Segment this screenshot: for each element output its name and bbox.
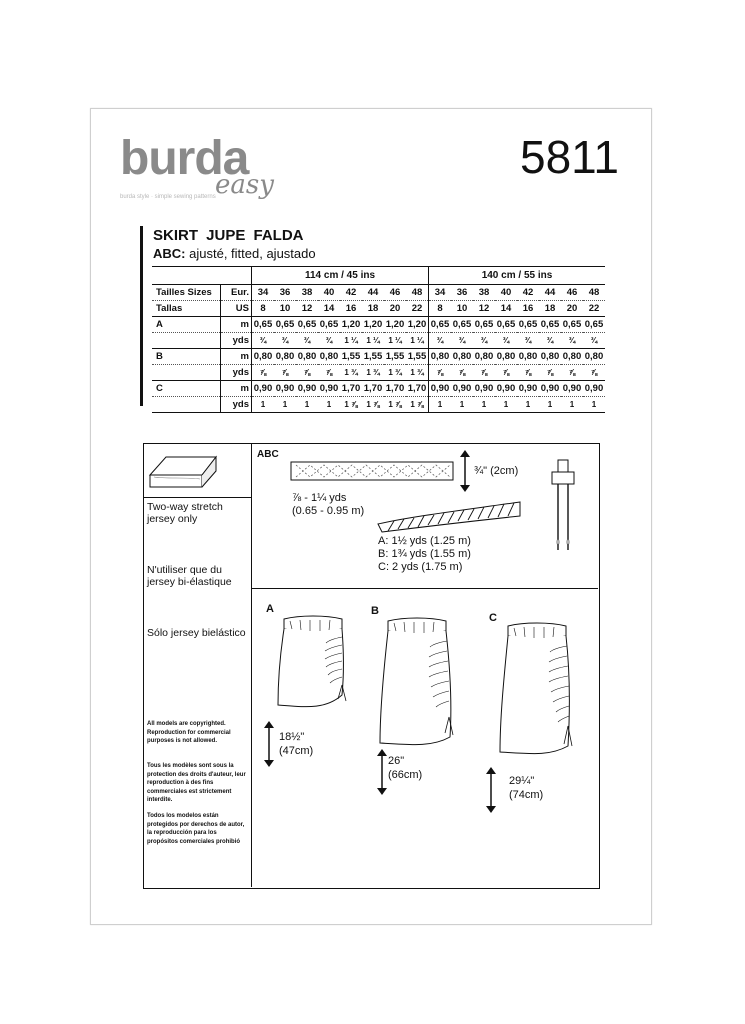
fabric-amount: 0,80: [296, 349, 318, 365]
fabric-amount: 0,65: [583, 317, 605, 333]
fabric-amount: 0,80: [583, 349, 605, 365]
length-a-cm: (47cm): [279, 745, 314, 757]
fabric-amount: 1 ¾: [340, 365, 362, 381]
fabric-amount: 1 ⅞: [340, 397, 362, 413]
fabric-amount: ⅞: [451, 365, 473, 381]
width-arrow-icon: [458, 449, 472, 493]
fabric-amount: 1: [495, 397, 517, 413]
elastic-tape-icon: [290, 460, 455, 484]
fabric-row: [152, 381, 605, 397]
tape-length-m: (0.65 - 0.95 m): [292, 505, 365, 517]
fabric-amount: 0,80: [473, 349, 495, 365]
fabric-amount: ⅞: [561, 365, 583, 381]
copyright-fr: Tous les modèles sont sous la protection des droits d'auteur, leur reproduction à des fins commerciales est strictement interdite.: [147, 763, 246, 803]
cord-length-b: B: 1¾ yds (1.55 m): [378, 548, 471, 560]
fabric-amount: 1 ¾: [362, 365, 384, 381]
fabric-amount: ¾: [252, 333, 275, 349]
notions-label: ABC: [257, 449, 279, 460]
fabric-amount: ¾: [495, 333, 517, 349]
fabric-amount: 1: [318, 397, 340, 413]
fabric-amount: 0,65: [252, 317, 275, 333]
fabric-amount: 1 ¼: [362, 333, 384, 349]
fabric-amount: 0,80: [274, 349, 296, 365]
garment-title: SKIRT JUPE FALDA: [153, 227, 304, 244]
length-a-in: 18½": [279, 731, 305, 743]
brand-logo: burda: [120, 132, 249, 185]
fabric-amount: 1 ¼: [406, 333, 429, 349]
fabric-amount: 1 ¾: [406, 365, 429, 381]
fabric-row: [152, 349, 605, 365]
unit-label: yds: [221, 333, 252, 349]
fabric-amount: ¾: [561, 333, 583, 349]
view-letter-c: C: [489, 612, 497, 624]
title-bar: [140, 226, 143, 406]
view-label: [152, 365, 221, 381]
view-label: A: [152, 317, 221, 333]
views-subtitle: ABC: ajusté, fitted, ajustado: [153, 246, 316, 261]
cord-icon: [374, 498, 524, 534]
fabric-amount: 1 ¾: [384, 365, 406, 381]
fabric-amount: 0,90: [429, 381, 452, 397]
unit-label: m: [221, 349, 252, 365]
fabric-note-fr: N'utiliser que du jersey bi-élastique: [147, 564, 232, 588]
fabric-amount: 1,20: [362, 317, 384, 333]
fabric-amount: 0,90: [495, 381, 517, 397]
fabric-amount: 0,90: [539, 381, 561, 397]
fabric-amount: 0,80: [495, 349, 517, 365]
fabric-amount: ⅞: [274, 365, 296, 381]
view-label: [152, 397, 221, 413]
length-c-cm: (74cm): [509, 789, 544, 801]
fabric-amount: 1: [583, 397, 605, 413]
fabric-amount: 0,65: [274, 317, 296, 333]
fabric-amount: ¾: [517, 333, 539, 349]
fabric-amount: 1,20: [406, 317, 429, 333]
fabric-rows: [152, 317, 605, 413]
divider: [252, 588, 598, 589]
fabric-amount: 0,90: [274, 381, 296, 397]
unit-label: m: [221, 381, 252, 397]
fabric-amount: 1,70: [362, 381, 384, 397]
view-label: B: [152, 349, 221, 365]
fabric-amount: 1,20: [384, 317, 406, 333]
fabric-amount: 1,55: [340, 349, 362, 365]
fabric-amount: 0,65: [495, 317, 517, 333]
fabric-amount: 0,65: [561, 317, 583, 333]
pattern-number: 5811: [520, 131, 619, 183]
skirt-view-a: [270, 615, 360, 715]
length-arrow-a: [262, 720, 276, 768]
fabric-row: [152, 365, 605, 381]
length-c-in: 29¼": [509, 775, 535, 787]
unit-label: m: [221, 317, 252, 333]
fabric-amount: ⅞: [473, 365, 495, 381]
fabric-amount: ⅞: [517, 365, 539, 381]
fabric-note-es: Sólo jersey bielástico: [147, 627, 246, 639]
us-label: US: [221, 301, 252, 317]
fabric-amount: 0,90: [583, 381, 605, 397]
fabric-amount: ¾: [296, 333, 318, 349]
length-b-cm: (66cm): [388, 769, 423, 781]
fabric-bolt-icon: [146, 449, 218, 491]
fabric-amount: 0,65: [318, 317, 340, 333]
fabric-amount: ⅞: [495, 365, 517, 381]
fabric-amount: 1 ¼: [340, 333, 362, 349]
fabric-amount: 1 ⅞: [406, 397, 429, 413]
size-label: Tailles Sizes: [152, 285, 221, 301]
fabric-amount: 0,80: [318, 349, 340, 365]
fabric-amount: 0,65: [517, 317, 539, 333]
length-b-in: 26": [388, 755, 405, 767]
fabric-amount: 0,90: [473, 381, 495, 397]
width-140-header: 140 cm / 55 ins: [429, 267, 606, 285]
fabric-amount: 0,90: [561, 381, 583, 397]
fabric-amount: ¾: [583, 333, 605, 349]
fabric-amount: ¾: [473, 333, 495, 349]
twin-needle-icon: [548, 458, 578, 558]
fabric-amount: 1: [561, 397, 583, 413]
fabric-row: [152, 333, 605, 349]
fabric-amount: 0,90: [318, 381, 340, 397]
fabric-amount: 1 ⅞: [362, 397, 384, 413]
fabric-amount: 1: [473, 397, 495, 413]
fabric-amount: 0,80: [451, 349, 473, 365]
fabric-amount: 1 ⅞: [384, 397, 406, 413]
size-label-es: Tallas: [152, 301, 221, 317]
view-label: [152, 333, 221, 349]
fabric-amount: ¾: [274, 333, 296, 349]
fabric-amount: 1: [296, 397, 318, 413]
tape-length: ⅞ - 1¼ yds: [292, 492, 347, 504]
fabric-amount: 0,80: [252, 349, 275, 365]
skirt-view-c: [494, 622, 589, 762]
size-cell: 34: [252, 285, 275, 301]
fabric-amount: 1: [517, 397, 539, 413]
eur-label: Eur.: [221, 285, 252, 301]
fabric-amount: ⅞: [583, 365, 605, 381]
fabric-amount: ⅞: [318, 365, 340, 381]
fabric-amount: 0,80: [517, 349, 539, 365]
width-114-header: 114 cm / 45 ins: [252, 267, 429, 285]
view-label: C: [152, 381, 221, 397]
fabric-amount: ¾: [429, 333, 452, 349]
fabric-amount: 1: [429, 397, 452, 413]
divider: [143, 497, 251, 498]
cord-length-c: C: 2 yds (1.75 m): [378, 561, 463, 573]
fabric-amount: 1,55: [384, 349, 406, 365]
fabric-amount: 0,90: [517, 381, 539, 397]
fabric-amount: 0,65: [539, 317, 561, 333]
fabric-amount: 0,65: [429, 317, 452, 333]
brand-tagline: burda style · simple sewing patterns: [120, 194, 216, 200]
fabric-amount: ¾: [318, 333, 340, 349]
fabric-amount: 1: [451, 397, 473, 413]
fabric-requirements-table: 114 cm / 45 ins 140 cm / 55 ins Tailles Sizes Eur. 34 36 38 40 42 44 46 48 34 36 38 40 42 44 46 48 Tallas US 8 10 12 14 16 18 20 22 8 10 12 14 16 18 20 22 A m 0,65 0,65 0,65 0,65 1,20 1,20 1,20 1,20 0,65 0,65 0,65 0,65 0,65 0,65 0,65 0,65 yds ¾ ¾ ¾ ¾ 1 ¼ 1 ¼ 1 ¼ 1 ¼ ¾ ¾ ¾ ¾ ¾ ¾ ¾ ¾ B m 0,80 0,80 0,80 0,80 1,55 1,55 1,55 1,55 0,80 0,80 0,80 0,80 0,80 0,80 0,80 0,80 yds ⅞ ⅞ ⅞ ⅞ 1 ¾ 1 ¾ 1 ¾ 1 ¾ ⅞ ⅞ ⅞ ⅞ ⅞ ⅞ ⅞ ⅞ C m 0,90 0,90 0,90 0,90 1,70 1,70 1,70 1,70 0,90 0,90 0,90 0,90 0,90 0,90 0,90 0,90 yds 1 1 1 1 1 ⅞ 1 ⅞ 1 ⅞ 1 ⅞ 1 1 1 1 1 1 1 1: [152, 266, 605, 413]
length-arrow-c: [484, 766, 498, 814]
unit-label: yds: [221, 365, 252, 381]
fabric-amount: ⅞: [296, 365, 318, 381]
cord-length-a: A: 1½ yds (1.25 m): [378, 535, 471, 547]
fabric-amount: 0,90: [296, 381, 318, 397]
fabric-amount: 0,80: [539, 349, 561, 365]
fabric-amount: 0,65: [296, 317, 318, 333]
view-letter-a: A: [266, 603, 274, 615]
fabric-amount: 0,80: [429, 349, 452, 365]
fabric-amount: ¾: [451, 333, 473, 349]
fabric-amount: ¾: [539, 333, 561, 349]
fabric-row: [152, 397, 605, 413]
fabric-amount: 1: [252, 397, 275, 413]
skirt-view-b: [372, 617, 467, 752]
length-arrow-b: [375, 748, 389, 796]
copyright-es: Todos los modelos están protegidos por derechos de autor, la reproducción para los propósitos comerciales prohibió: [147, 813, 245, 845]
view-letter-b: B: [371, 605, 379, 617]
fabric-amount: 1,55: [406, 349, 429, 365]
fabric-amount: 1,70: [384, 381, 406, 397]
fabric-row: [152, 317, 605, 333]
copyright-en: All models are copyrighted. Reproduction for commercial purposes is not allowed.: [147, 721, 231, 744]
fabric-amount: 1: [539, 397, 561, 413]
fabric-amount: 1,55: [362, 349, 384, 365]
fabric-amount: ⅞: [539, 365, 561, 381]
fabric-amount: 1 ¼: [384, 333, 406, 349]
fabric-amount: 1,70: [340, 381, 362, 397]
fabric-amount: 0,65: [451, 317, 473, 333]
fabric-amount: 0,90: [252, 381, 275, 397]
fabric-amount: 1,70: [406, 381, 429, 397]
fabric-amount: 0,90: [451, 381, 473, 397]
fabric-amount: 1: [274, 397, 296, 413]
brand-sub-logo: easy: [215, 170, 274, 200]
tape-width: ¾" (2cm): [474, 465, 519, 477]
fabric-note-en: Two-way stretch jersey only: [147, 501, 223, 525]
fabric-amount: 0,80: [561, 349, 583, 365]
unit-label: yds: [221, 397, 252, 413]
fabric-amount: ⅞: [252, 365, 275, 381]
fabric-amount: 1,20: [340, 317, 362, 333]
fabric-amount: 0,65: [473, 317, 495, 333]
fabric-amount: ⅞: [429, 365, 452, 381]
